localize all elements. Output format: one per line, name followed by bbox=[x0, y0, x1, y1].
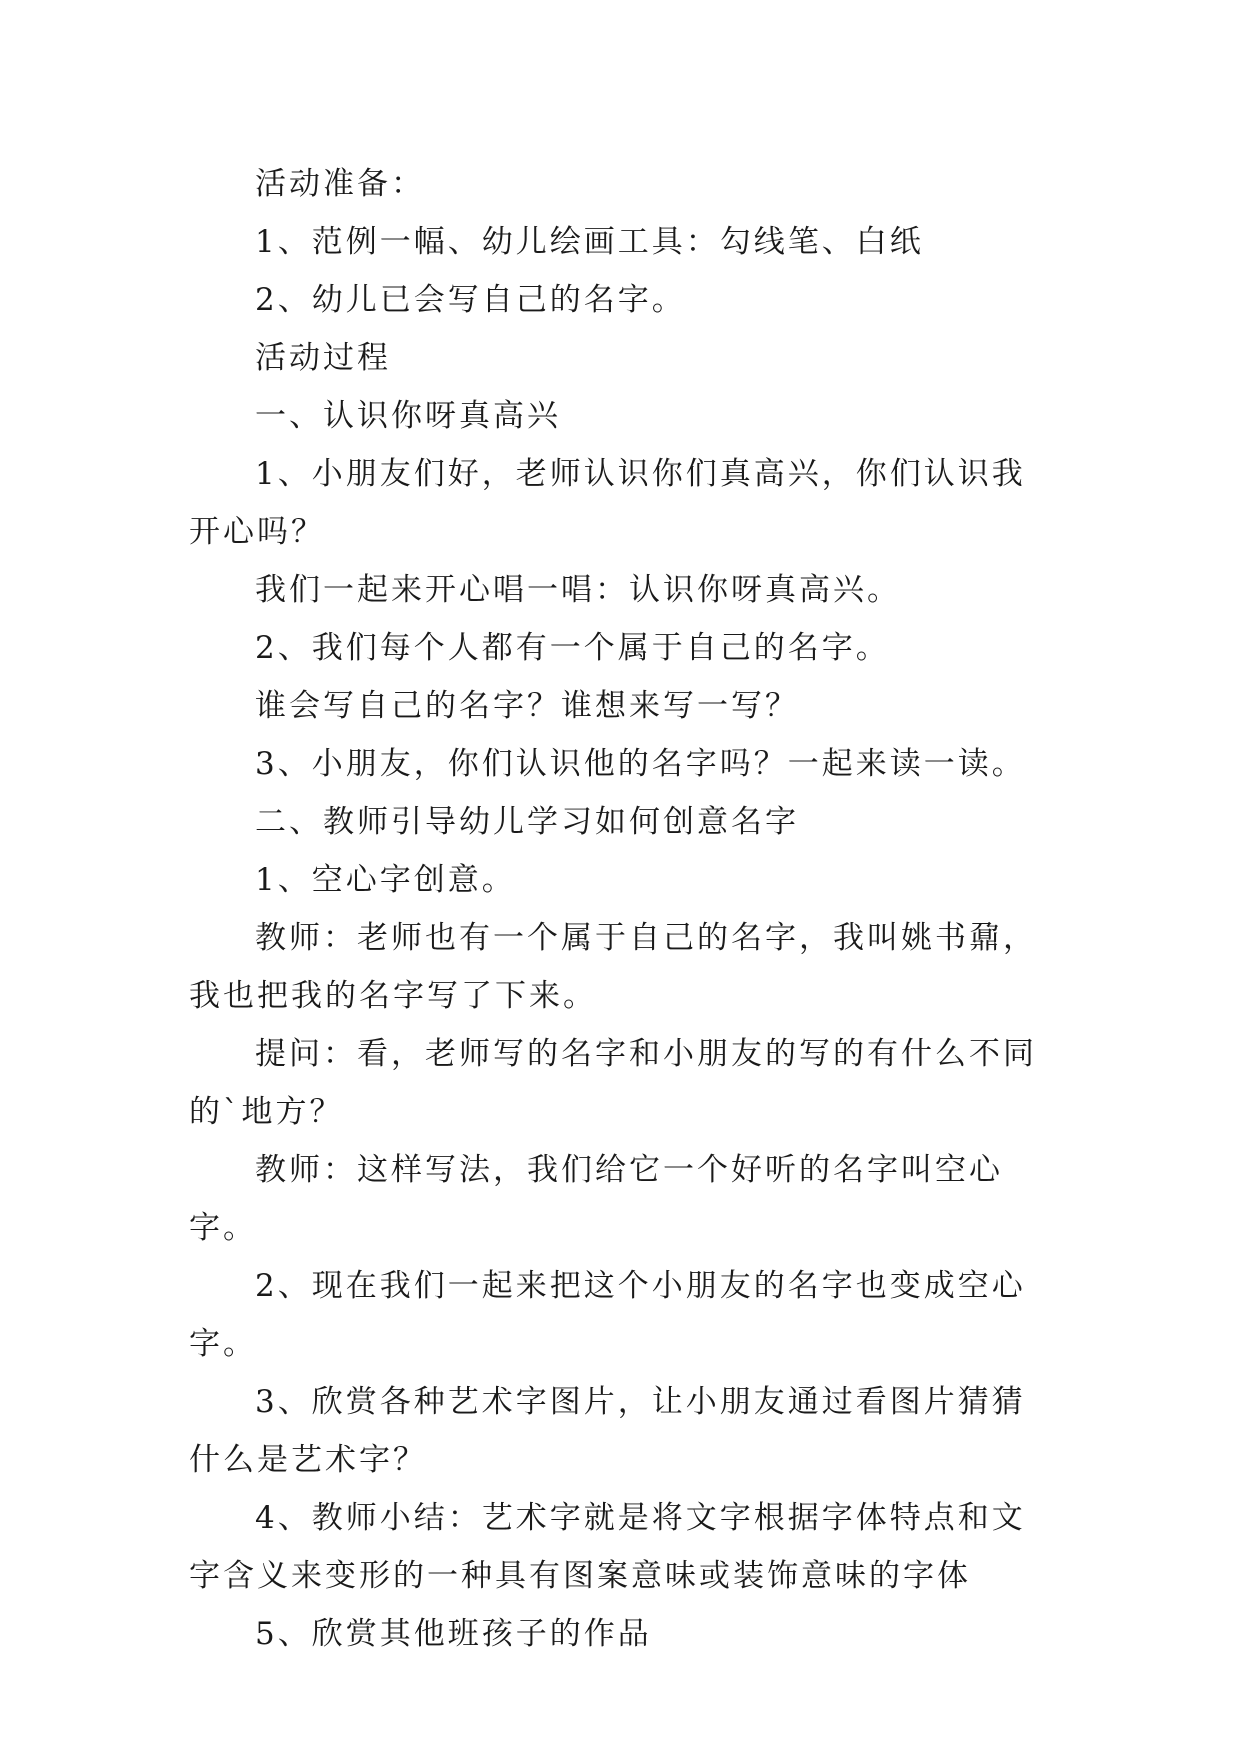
paragraph-part-two-step-2: 2、现在我们一起来把这个小朋友的名字也变成空心字。 bbox=[189, 1268, 1026, 1362]
paragraph-preparation-item-2: 2、幼儿已会写自己的名字。 bbox=[255, 282, 686, 318]
document-body bbox=[189, 155, 1059, 1663]
paragraph-question-difference: 提问：看，老师写的名字和小朋友的写的有什么不同的`地方？ bbox=[189, 1036, 1037, 1130]
paragraph-part-one-step-2: 2、我们每个人都有一个属于自己的名字。 bbox=[255, 630, 890, 666]
paragraph-section-heading-preparation: 活动准备： bbox=[255, 166, 425, 202]
paragraph-part-two-step-1: 1、空心字创意。 bbox=[255, 862, 516, 898]
paragraph-part-one-step-3: 3、小朋友，你们认识他的名字吗？一起来读一读。 bbox=[255, 746, 1026, 782]
paragraph-part-two-step-3: 3、欣赏各种艺术字图片，让小朋友通过看图片猜猜什么是艺术字？ bbox=[189, 1384, 1026, 1478]
paragraph-part-one-heading: 一、认识你呀真高兴 bbox=[255, 398, 561, 434]
paragraph-teacher-name: 教师：老师也有一个属于自己的名字，我叫姚书鼐，我也把我的名字写了下来。 bbox=[189, 920, 1037, 1014]
paragraph-who-can-write: 谁会写自己的名字？谁想来写一写？ bbox=[255, 688, 799, 724]
paragraph-part-two-step-5: 5、欣赏其他班孩子的作品 bbox=[255, 1616, 652, 1652]
paragraph-preparation-item-1: 1、范例一幅、幼儿绘画工具：勾线笔、白纸 bbox=[255, 224, 924, 260]
paragraph-part-two-step-4: 4、教师小结：艺术字就是将文字根据字体特点和文字含义来变形的一种具有图案意味或装饰意味的字体 bbox=[189, 1500, 1026, 1594]
paragraph-hollow-characters: 教师：这样写法，我们给它一个好听的名字叫空心字。 bbox=[189, 1152, 1003, 1246]
paragraph-part-one-step-1: 1、小朋友们好，老师认识你们真高兴，你们认识我开心吗？ bbox=[189, 456, 1026, 550]
paragraph-sing-together: 我们一起来开心唱一唱：认识你呀真高兴。 bbox=[255, 572, 901, 608]
paragraph-part-two-heading: 二、教师引导幼儿学习如何创意名字 bbox=[255, 804, 799, 840]
paragraph-section-heading-process: 活动过程 bbox=[255, 340, 391, 376]
